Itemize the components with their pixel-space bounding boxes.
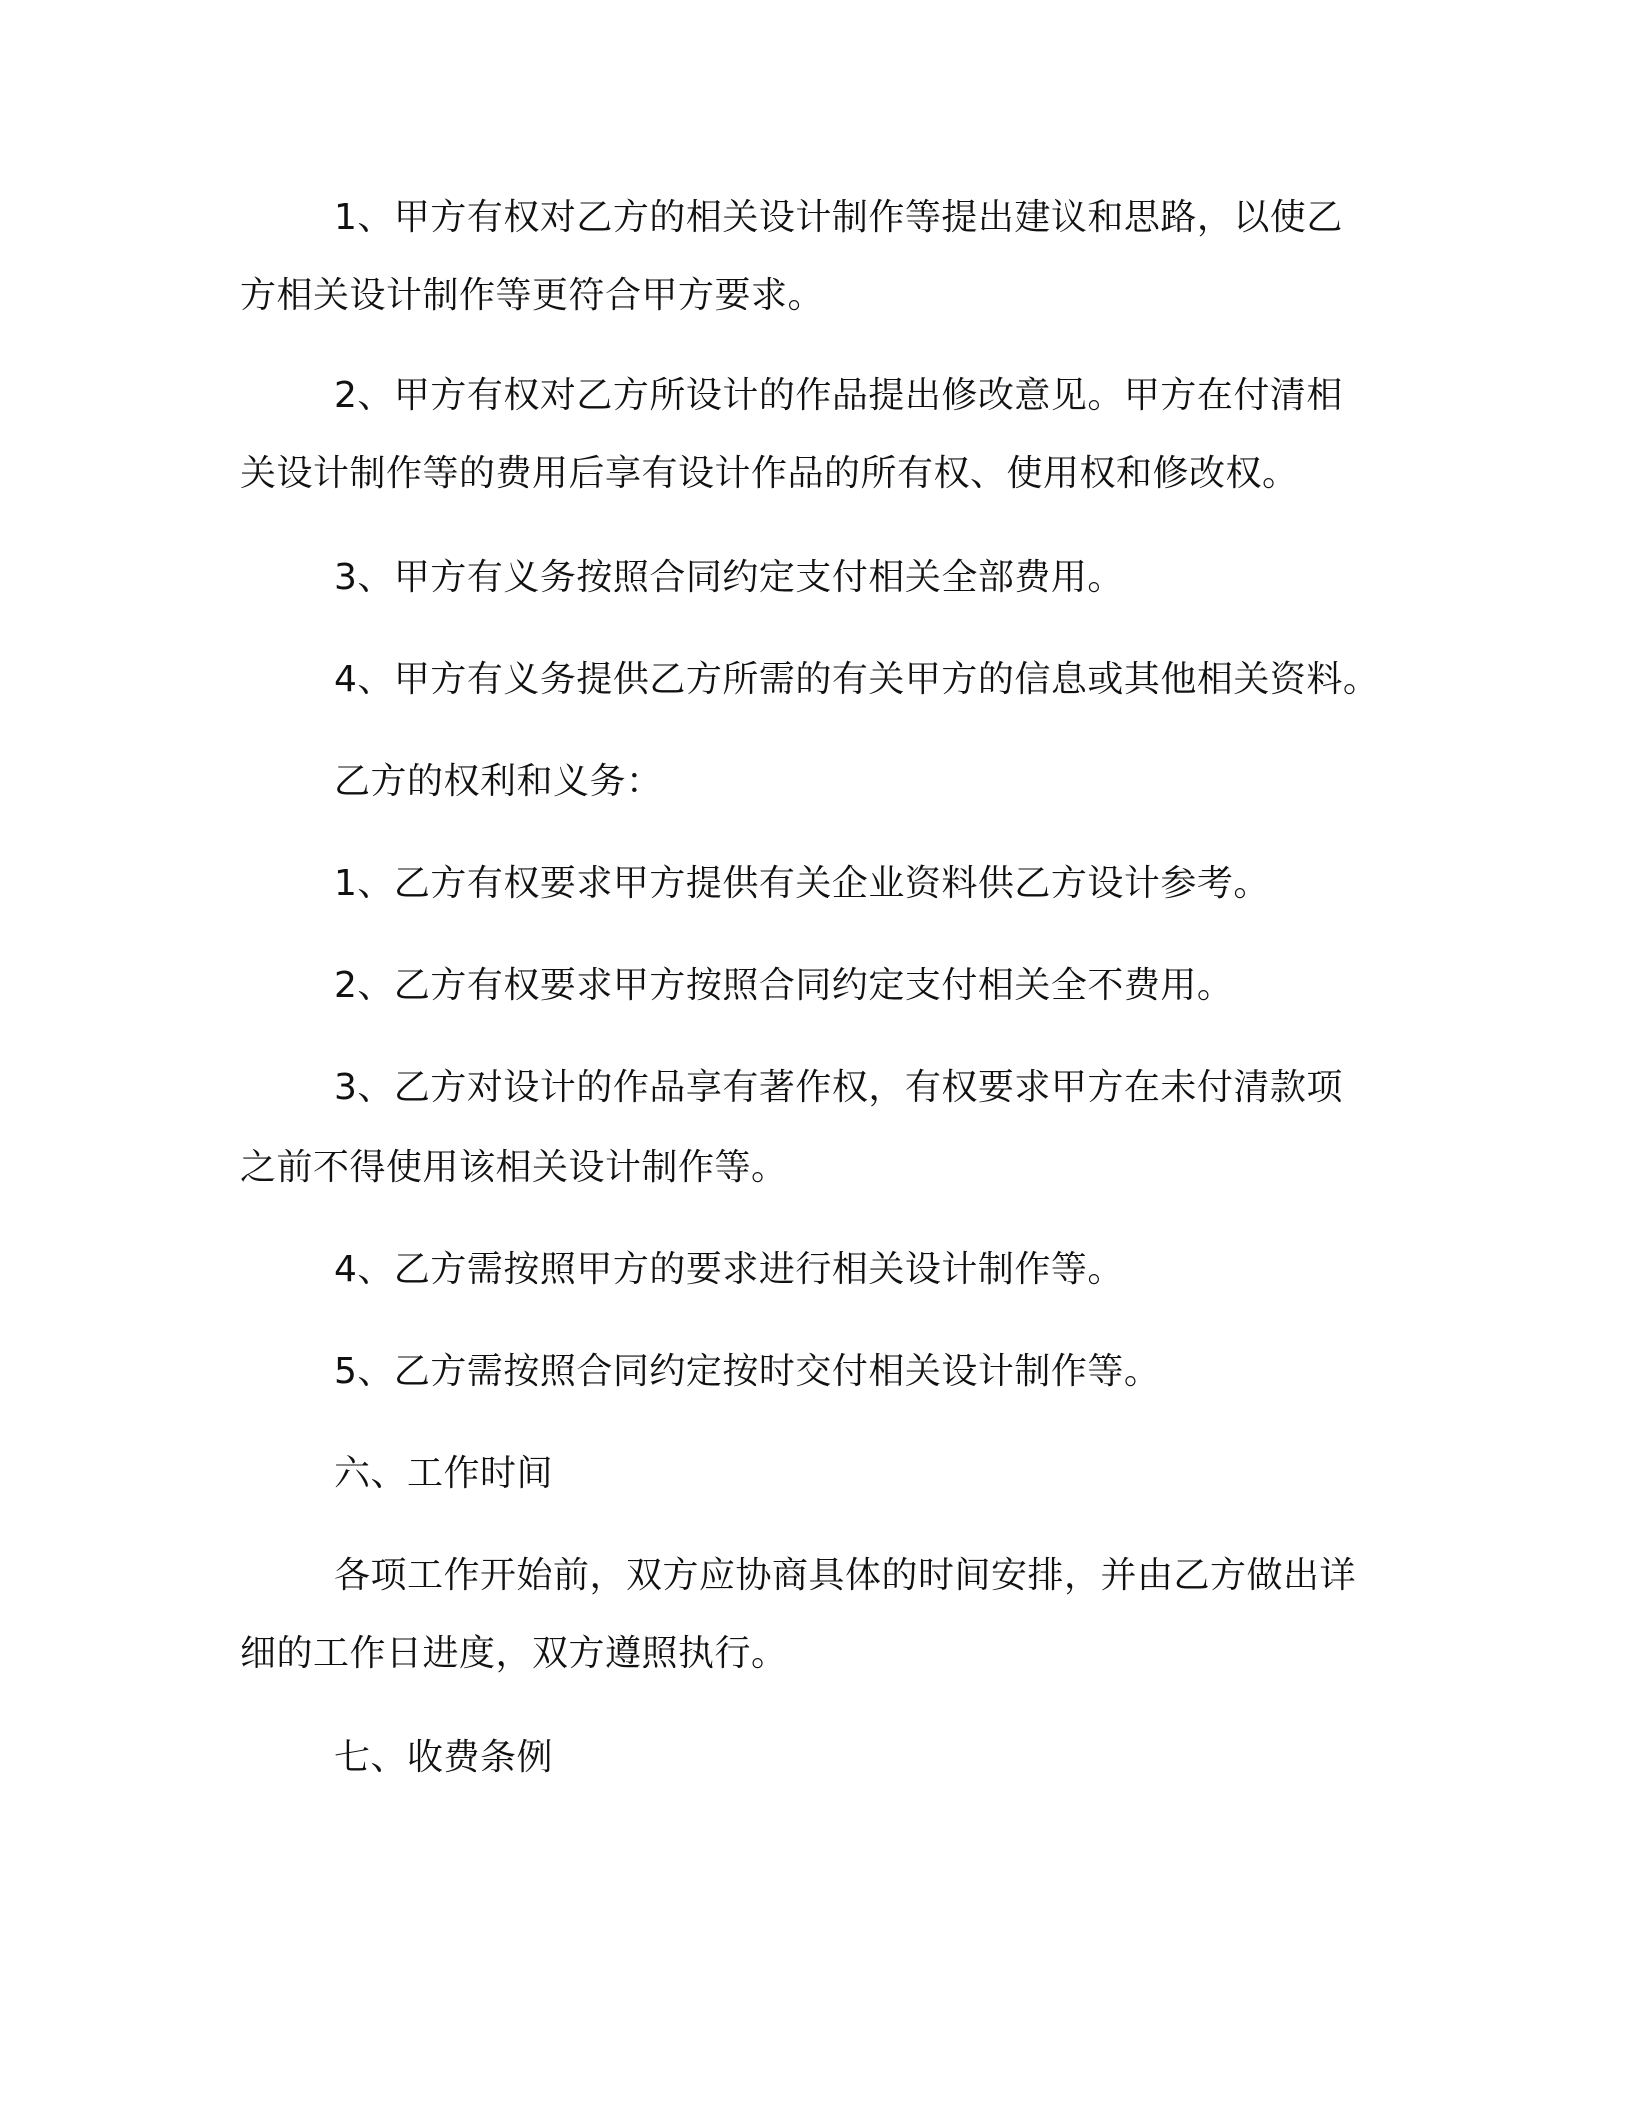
section-6-body-line-2: 细的工作日进度，双方遵照执行。 [240,1633,788,1674]
party-a-duty-4: 4、甲方有义务提供乙方所需的有关甲方的信息或其他相关资料。 [334,659,1380,700]
party-b-right-2: 2、乙方有权要求甲方按照合同约定支付相关全不费用。 [334,965,1234,1006]
party-b-heading: 乙方的权利和义务： [334,761,663,802]
party-b-duty-5: 5、乙方需按照合同约定按时交付相关设计制作等。 [334,1351,1161,1392]
section-7-heading: 七、收费条例 [334,1737,554,1778]
section-6-body-line-1: 各项工作开始前，双方应协商具体的时间安排，并由乙方做出详 [334,1555,1357,1596]
party-a-right-2-line-2: 关设计制作等的费用后享有设计作品的所有权、使用权和修改权。 [240,453,1299,494]
section-6-heading: 六、工作时间 [334,1453,554,1494]
party-b-right-1: 1、乙方有权要求甲方提供有关企业资料供乙方设计参考。 [334,863,1270,904]
party-b-right-3-line-2: 之前不得使用该相关设计制作等。 [240,1147,788,1188]
party-b-right-3-line-1: 3、乙方对设计的作品享有著作权，有权要求甲方在未付清款项 [334,1067,1343,1108]
party-a-right-1-line-1: 1、甲方有权对乙方的相关设计制作等提出建议和思路，以使乙 [334,197,1343,238]
party-a-duty-3: 3、甲方有义务按照合同约定支付相关全部费用。 [334,557,1124,598]
party-b-duty-4: 4、乙方需按照甲方的要求进行相关设计制作等。 [334,1249,1124,1290]
party-a-right-2-line-1: 2、甲方有权对乙方所设计的作品提出修改意见。甲方在付清相 [334,375,1343,416]
party-a-right-1-line-2: 方相关设计制作等更符合甲方要求。 [240,275,825,316]
